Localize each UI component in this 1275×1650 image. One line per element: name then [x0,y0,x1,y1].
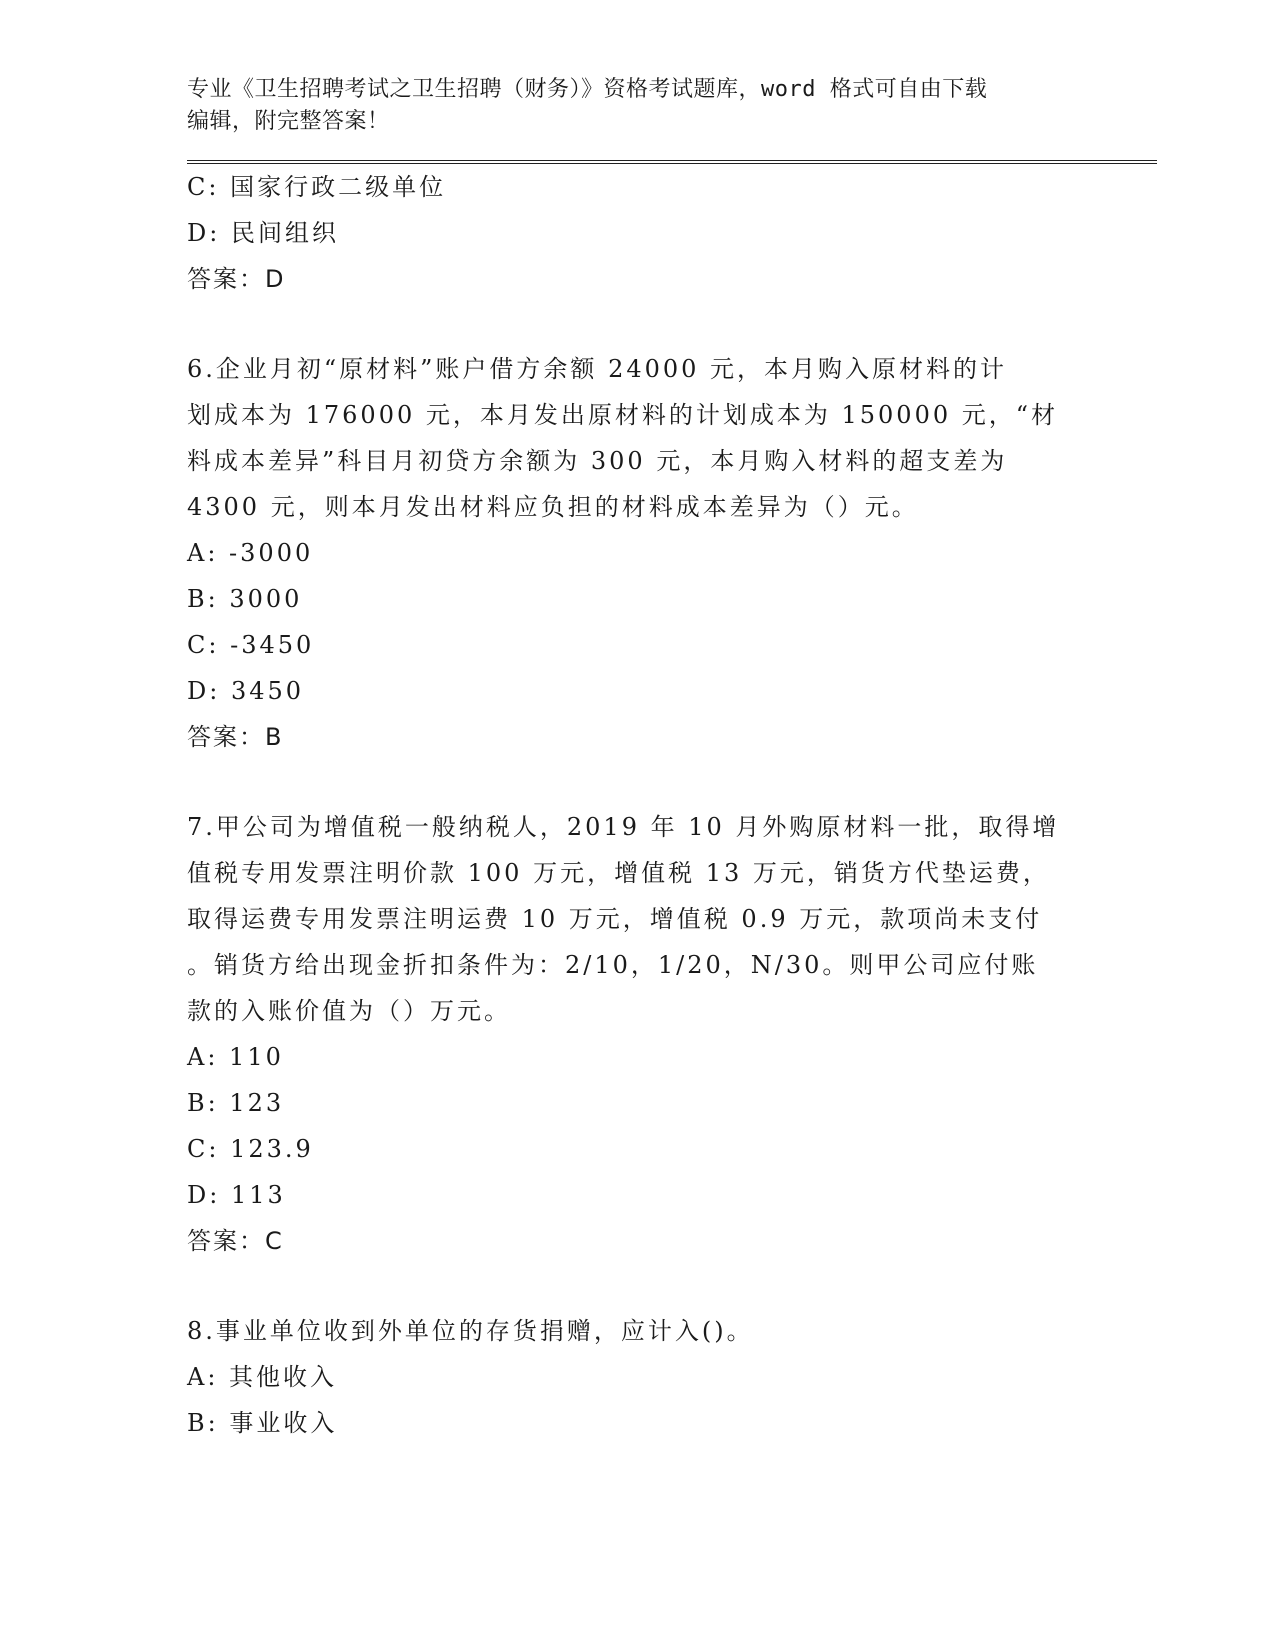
option-c: C: 国家行政二级单位 [187,173,447,201]
question-line: 6.企业月初“原材料”账户借方余额 24000 元，本月购入原材料的计 [187,355,1008,383]
header-line-1: 专业《卫生招聘考试之卫生招聘（财务）》资格考试题库，word 格式可自由下载 [187,77,988,102]
question-line: 4300 元，则本月发出材料应负担的材料成本差异为（）元。 [187,493,919,521]
question-6-text [187,346,1059,530]
option-d: D: 民间组织 [187,219,339,247]
option-c: C: 123.9 [187,1135,314,1163]
option-b: B: 事业收入 [187,1409,338,1437]
question-7-text [187,804,1060,1034]
question-line: 款的入账价值为（）万元。 [187,997,511,1025]
question-8-text [187,1308,1047,1354]
answer: 答案：C [187,1227,284,1255]
page-header [187,74,1067,138]
question-line: 值税专用发票注明价款 100 万元，增值税 13 万元，销货方代垫运费， [187,859,1050,887]
option-a: A: 其他收入 [187,1363,338,1391]
question-line: 取得运费专用发票注明运费 10 万元，增值税 0.9 万元，款项尚未支付 [187,905,1043,933]
question-line: 。销货方给出现金折扣条件为：2/10，1/20，N/30。则甲公司应付账 [187,951,1039,979]
option-b: B: 3000 [187,585,303,613]
document-page [187,74,1157,1446]
option-a: A: 110 [187,1043,284,1071]
header-line-2: 编辑，附完整答案！ [187,109,390,134]
option-c: C: -3450 [187,631,315,659]
question-line: 料成本差异”科目月初贷方余额为 300 元，本月购入材料的超支差为 [187,447,1008,475]
answer: 答案：D [187,265,286,293]
question-line: 8.事业单位收到外单位的存货捐赠，应计入()。 [187,1317,754,1345]
answer: 答案：B [187,723,284,751]
option-a: A: -3000 [187,539,314,567]
question-line: 7.甲公司为增值税一般纳税人，2019 年 10 月外购原材料一批，取得增 [187,813,1060,841]
question-list [187,164,1157,1446]
question-line: 划成本为 176000 元，本月发出原材料的计划成本为 150000 元，“材 [187,401,1059,429]
option-d: D: 3450 [187,677,305,705]
option-b: B: 123 [187,1089,285,1117]
option-d: D: 113 [187,1181,286,1209]
